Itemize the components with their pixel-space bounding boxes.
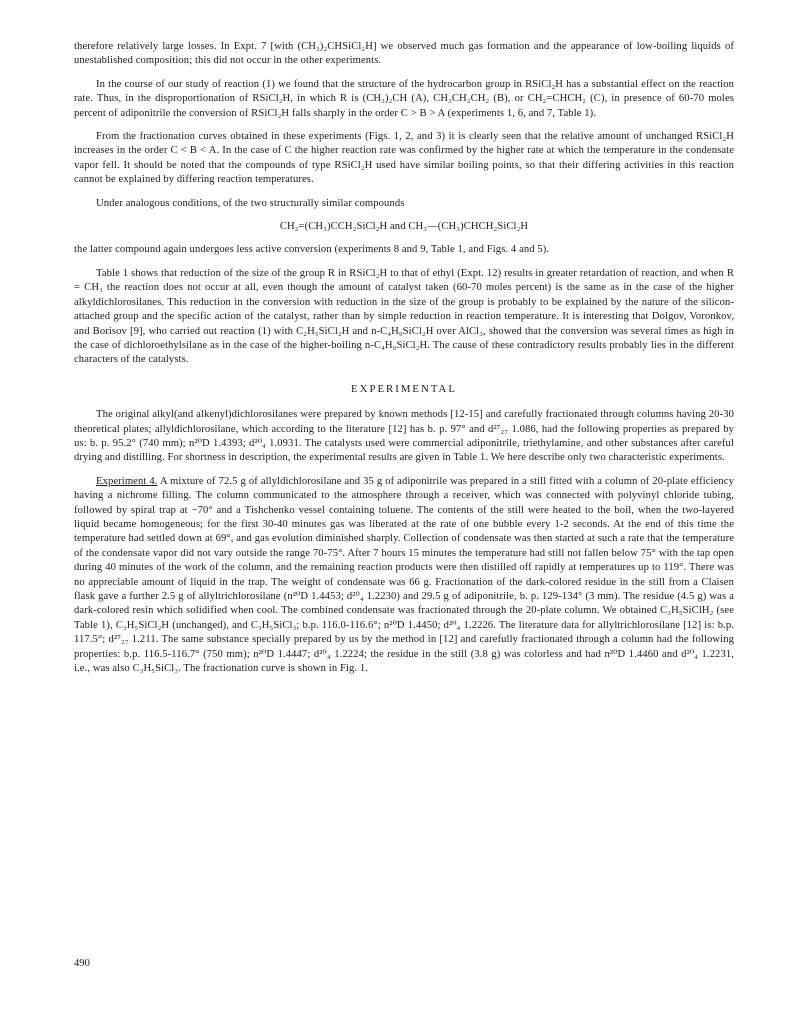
paragraph-8-text: A mixture of 72.5 g of allyldichlorosilane and 35 g of adiponitrile was prepared in a still fitted with a column of 20-plate efficiency having a nichrome filling. The column communicated to the atmosphere through a receiver, which was connected with polyvinyl chloride tubing, followed by spiral trap at −70° and a Tishchenko vessel containing toluene. The contents of the still were heated to the boil, when the two-layered liquid became homogeneous; for the first 30-40 minutes gas was liberated at the rate of one bubble every 1-2 seconds. At the end of this time the temperature had settled down at 69°, and gas evolution diminished sharply. Collection of condensate was then started at such a rate that the temperature of the condensate vapor did not vary outside the range 70-75°. After 7 hours 15 minutes the temperature had still not fallen below 75° with the tap open during 40 minutes of the work of the column, and the remaining reaction products were then distilled off rapidly at temperatures up to 119°. There was no appreciable amount of liquid in the trap. The weight of condensate was 66 g. Fractionation of the dark-colored residue in the still from a Claisen flask gave a further 2.5 g of allyltrichlorosilane (n²⁰D 1.4453; d²⁰₄ 1.2230) and 29.5 g of adiponitrile, b. p. 129-134° (3 mm). The residue (4.5 g) was a dark-colored resin which solidified when cool. The combined condensate was fractionated through the 20-plate column. We obtained C₃H₅SiClH₂ (see Table 1), C₃H₅SiCl₂H (unchanged), and C₃H₅SiCl₃; b.p. 116.0-116.6°; n²⁰D 1.4450; d²⁰₄ 1.2226. The literature data for allyltrichlorosilane [12] is: b.p. 117.5°; d²⁷₂₇ 1.211. The same substance specially prepared by us by the method in [12] and carefully fractionated through a column had the following properties: b.p. 116.5-116.7° (750 mm); n²⁰D 1.4447; d²⁰₄ 1.2224; the residue in the still (3.8 g) was colorless and had n²⁰D 1.4460 and d²⁰₄ 1.2231, i.e., was also C₃H₅SiCl₃. The fractionation curve is shown in Fig. 1. [74, 475, 734, 675]
formula-line: CH₂=(CH₃)CCH₂SiCl₂H and CH₃—(CH₃)CHCH₂SiCl₂H [279, 221, 529, 233]
paragraph-6: Table 1 shows that reduction of the size of the group R in RSiCl₂H to that of ethyl (Expt. 12) results in greater retardation of reaction, and when R = CH₃ the reaction does not occur at all, even though the amount of catalyst taken (60-70 moles percent) is the same as in the case of the higher alkyldichlorosilanes. This reduction in the conversion with reduction in the size of the group is probably to be explained by the nature of the silicon-attached group and the specific action of the catalyst, rather than by simple reduction in reaction temperature. It is interesting that Dolgov, Voronkov, and Borisov [9], who carried out reaction (1) with C₂H₅SiCl₂H and n-C₄H₉SiCl₂H over AlCl₃, showed that the conversion was several times as high in the case of dichloroethylsilane as in the case of the higher-boiling n-C₄H₉SiCl₂H. The cause of these contradictory results probably lies in the different characters of the catalysts. [74, 267, 734, 366]
section-heading: EXPERIMENTAL [351, 382, 457, 395]
experiment-label: Experiment 4. [96, 475, 158, 487]
paragraph-7: The original alkyl(and alkenyl)dichlorosilanes were prepared by known methods [12-15] and carefully fractionated through columns having 20-30 theoretical plates; allyldichlorosilane, which according to the literature [12] has b. p. 97° and d²⁷₂₇ 1.086, had the following properties as prepared by us: b. p. 95.2° (740 mm); n²⁰D 1.4393; d²⁰₄ 1.0931. The catalysts used were commercial adiponitrile, triethylamine, and other substances after careful drying and distilling. For shortness in description, the experimental results are given in Table 1. We here describe only two characteristic experiments. [74, 409, 734, 464]
page-body [74, 40, 734, 676]
paragraph-1: therefore relatively large losses. In Expt. 7 [with (CH₃)₂CHSiCl₂H] we observed much gas formation and the appearance of low-boiling liquids of unestablished composition; this did not occur in the other experiments. [74, 41, 734, 67]
paragraph-3: From the fractionation curves obtained in these experiments (Figs. 1, 2, and 3) it is clearly seen that the relative amount of unchanged RSiCl₂H increases in the order C < B < A. In the case of C the higher reaction rate was confirmed by the higher rate at which the temperature in the condensate vapor fell. It should be noted that the compounds of type RSiCl₂H used have similar boiling points, so that their differing activities in this reaction cannot be explained by differing reaction temperatures. [74, 131, 734, 186]
paragraph-5: the latter compound again undergoes less active conversion (experiments 8 and 9, Table 1, and Figs. 4 and 5). [74, 244, 550, 256]
paragraph-2: In the course of our study of reaction (1) we found that the structure of the hydrocarbon group in RSiCl₂H has a substantial effect on the reaction rate. Thus, in the disproportionation of RSiCl₂H, in which R is (CH₃)₂CH (A), CH₃CH₂CH₂ (B), or CH₂=CHCH₂ (C), in presence of 60-70 moles percent of adiponitrile the conversion of RSiCl₂H falls sharply in the order C > B > A (experiments 1, 6, and 7, Table 1). [74, 78, 734, 119]
paragraph-8 [74, 475, 734, 677]
paragraph-4: Under analogous conditions, of the two structurally similar compounds [96, 197, 405, 209]
page-number: 490 [74, 958, 90, 969]
